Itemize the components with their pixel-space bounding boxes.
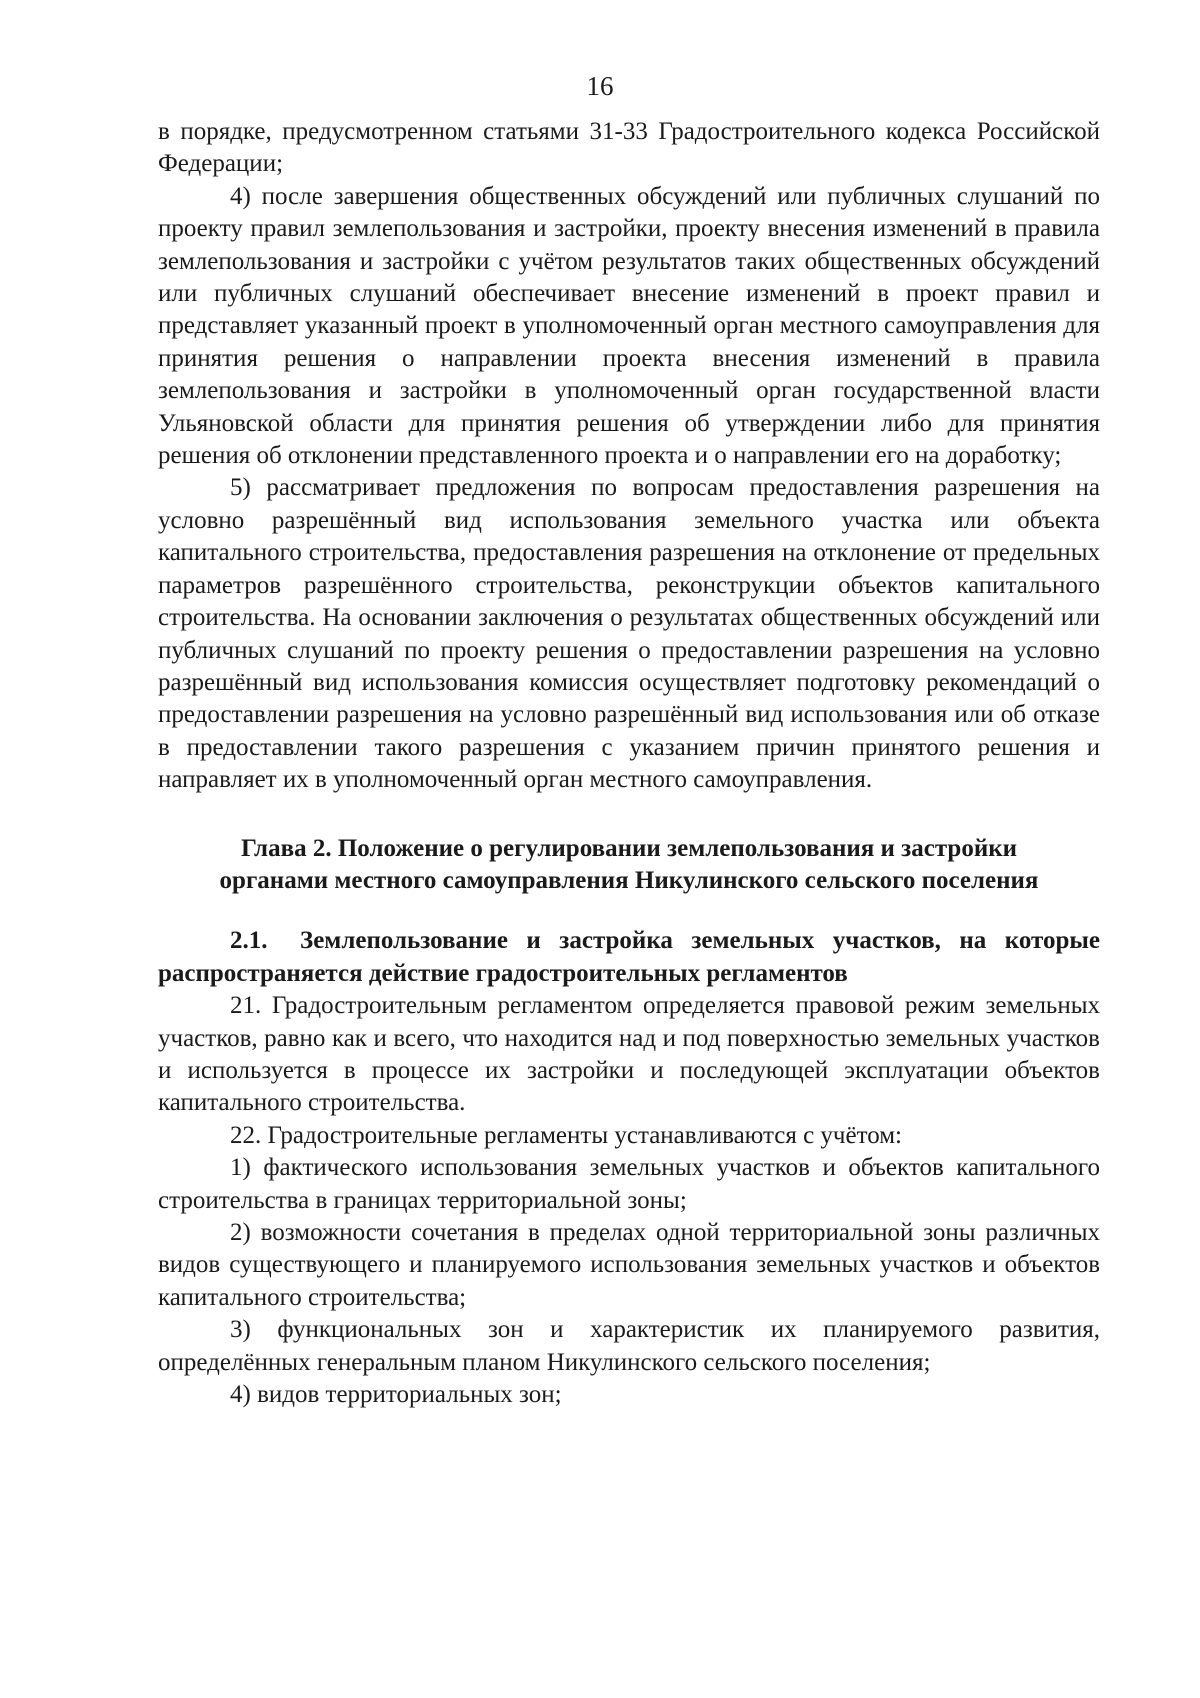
section-heading [158, 925, 1100, 990]
paragraph-22-item-4: 4) видов территориальных зон; [230, 1381, 562, 1409]
paragraph-item-4: 4) после завершения общественных обсуждений или публичных слушаний по проекту правил землепользования и застройки, проекту внесения изменений в правила землепользования и застройки с учётом результатов таких общественных обсуждений или публичных слушаний обеспечивает внесение изменений в проект правил и представляет указанный проект в уполномоченный орган местного самоуправления для принятия решения о направлении проекта внесения изменений в правила землепользования и застройки в уполномоченный орган государственной власти Ульяновской области для принятия решения об утверждении либо для принятия решения об отклонении представленного проекта и о направлении его на доработку; [158, 182, 1100, 470]
document-body [158, 116, 1100, 1411]
paragraph-item-5: 5) рассматривает предложения по вопросам предоставления разрешения на условно разрешённый вид использования земельного участка или объекта капитального строительства, предоставления разрешения на отклонение от предельных параметров разрешённого строительства, реконструкции объектов капитального строительства. На основании заключения о результатах общественных обсуждений или публичных слушаний по проекту решения о предоставлении разрешения на условно разрешённый вид использования комиссия осуществляет подготовку рекомендаций о предоставлении разрешения на условно разрешённый вид использования или об отказе в предоставлении такого разрешения с указанием причин принятого решения и направляет их в уполномоченный орган местного самоуправления. [158, 474, 1100, 794]
paragraph-21: 21. Градостроительным регламентом определяется правовой режим земельных участков, равно как и всего, что находится над и под поверхностью земельных участков и используется в процессе их застройки и последующей эксплуатации объектов капитального строительства. [158, 992, 1100, 1117]
section-title: Землепользование и застройка земельных участков, на которые распространяется действие градостроительных регламентов [158, 927, 1100, 987]
paragraph-22: 22. Градостроительные регламенты устанавливаются с учётом: [230, 1121, 902, 1149]
paragraph-22-item-3: 3) функциональных зон и характеристик их планируемого развития, определённых генеральным планом Никулинского сельского поселения; [158, 1316, 1100, 1376]
section-number: 2.1. [230, 927, 268, 955]
paragraph-continuation: в порядке, предусмотренном статьями 31-33 Градостроительного кодекса Российской Федерации; [158, 118, 1100, 178]
chapter-heading-line-1: Глава 2. Положение о регулировании землепользования и застройки [240, 834, 1018, 862]
page-number: 16 [586, 71, 614, 101]
chapter-heading [158, 833, 1100, 898]
chapter-heading-line-2: органами местного самоуправления Никулинского сельского поселения [219, 866, 1039, 894]
paragraph-22-item-1: 1) фактического использования земельных участков и объектов капитального строительства в границах территориальной зоны; [158, 1154, 1100, 1214]
paragraph-22-item-2: 2) возможности сочетания в пределах одной территориальной зоны различных видов существующего и планируемого использования земельных участков и объектов капитального строительства; [158, 1219, 1100, 1311]
